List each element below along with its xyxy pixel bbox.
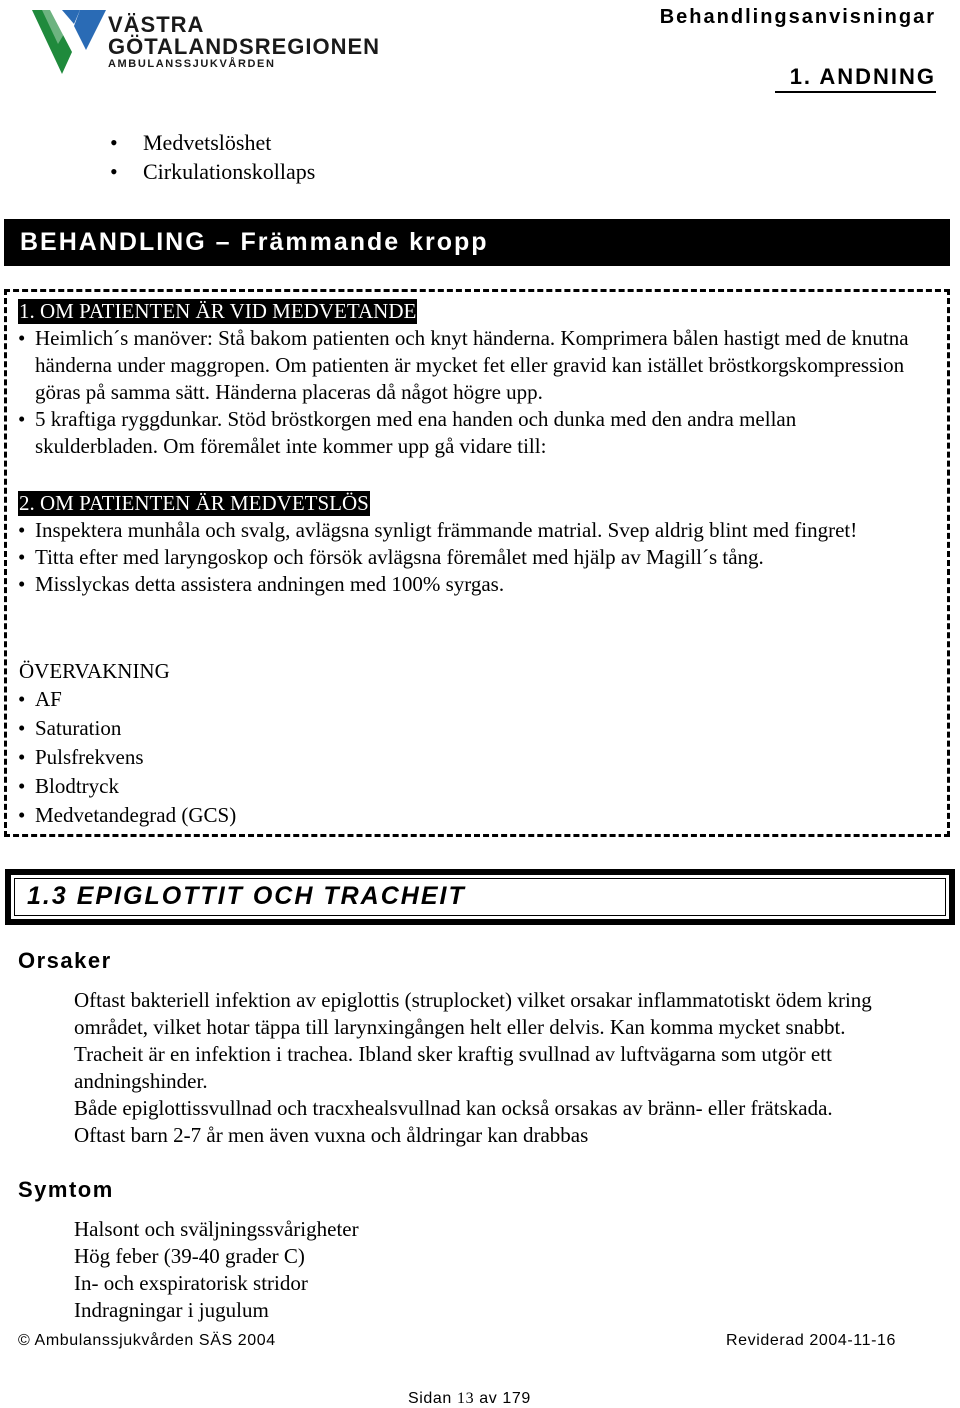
- top-bullet-list: [110, 128, 315, 186]
- list-item: • Misslyckas detta assistera andningen med 100% syrgas.: [18, 571, 923, 598]
- treatment-banner: [4, 219, 950, 266]
- section-list: [18, 325, 923, 460]
- causes-text: [74, 987, 934, 1149]
- page-total: 179: [502, 1390, 531, 1407]
- list-item: • Saturation: [18, 714, 923, 743]
- list-item: • Medvetandegrad (GCS): [18, 801, 923, 830]
- page-current: 13: [456, 1390, 475, 1407]
- list-item: • AF: [18, 685, 923, 714]
- header-rule: [775, 91, 936, 93]
- paragraph: Indragningar i jugulum: [74, 1298, 269, 1322]
- paragraph: Tracheit är en infektion i trachea. Ibland sker kraftig svullnad av luftvägarna som utgör ett andningshinder.: [74, 1042, 832, 1093]
- page-prefix: Sidan: [408, 1390, 452, 1407]
- symptoms-text: [74, 1216, 934, 1324]
- paragraph: In- och exspiratorisk stridor: [74, 1271, 308, 1295]
- page-separator: av: [479, 1390, 498, 1407]
- paragraph: Oftast bakteriell infektion av epiglottis (struplocket) vilket orsakar inflammatotiskt ödem kring området, vilket hotar täppa till larynxingången helt eller delvis. Kan komma mycket snabbt.: [74, 988, 872, 1039]
- chapter-title: 1. ANDNING: [789, 64, 936, 89]
- logo-text-line3: AMBULANSSJUKVÅRDEN: [108, 58, 276, 70]
- list-item: • Titta efter med laryngoskop och försök avlägsna föremålet med hjälp av Magill´s tång.: [18, 544, 923, 571]
- section-title-box: [5, 869, 955, 925]
- list-item: • Blodtryck: [18, 772, 923, 801]
- section-heading: 1. OM PATIENTEN ÄR VID MEDVETANDE: [19, 299, 417, 323]
- footer-copyright: © Ambulanssjukvården SÄS 2004: [18, 1332, 276, 1349]
- paragraph: Oftast barn 2-7 år men även vuxna och åldringar kan drabbas: [74, 1123, 589, 1147]
- footer-revised-date: Reviderad 2004-11-16: [726, 1332, 897, 1349]
- document-title: Behandlingsanvisningar: [659, 6, 936, 28]
- paragraph: Hög feber (39-40 grader C): [74, 1244, 305, 1268]
- banner-title: BEHANDLING – Främmande kropp: [20, 228, 489, 256]
- symptoms-heading: Symtom: [18, 1177, 114, 1202]
- list-item: • Medvetslöshet: [110, 128, 315, 157]
- list-item: • Cirkulationskollaps: [110, 157, 315, 186]
- section-monitoring: [18, 658, 923, 830]
- section-heading: ÖVERVAKNING: [19, 659, 170, 683]
- region-emblem-icon: [28, 4, 108, 76]
- paragraph: Både epiglottissvullnad och tracxhealsvullnad kan också orsakas av bränn- eller frätskada.: [74, 1096, 833, 1120]
- causes-heading: Orsaker: [18, 948, 112, 973]
- list-item: • Inspektera munhåla och svalg, avlägsna synligt främmande matrial. Svep aldrig blint med fingret!: [18, 517, 923, 544]
- paragraph: Halsont och sväljningssvårigheter: [74, 1217, 359, 1241]
- list-item: • Pulsfrekvens: [18, 743, 923, 772]
- section-conscious: [18, 298, 923, 460]
- page-number: [408, 1390, 531, 1408]
- list-item: • 5 kraftiga ryggdunkar. Stöd bröstkorgen med ena handen och dunka med den andra mellan skulderbladen. Om föremålet inte kommer upp gå vidare till:: [18, 406, 923, 460]
- section-unconscious: [18, 490, 923, 598]
- section-heading: 2. OM PATIENTEN ÄR MEDVETSLÖS: [19, 491, 369, 515]
- logo-text-line1: VÄSTRA: [108, 12, 205, 37]
- logo-text-line2: GÖTALANDSREGIONEN: [108, 34, 381, 59]
- section-list: [18, 517, 923, 598]
- section-list: [18, 685, 923, 830]
- section-title: 1.3 EPIGLOTTIT OCH TRACHEIT: [27, 882, 466, 910]
- region-logo: [28, 4, 381, 76]
- list-item: • Heimlich´s manöver: Stå bakom patienten och knyt händerna. Komprimera bålen hastigt med de knutna händerna under maggropen. Om patienten är mycket fet eller gravid kan istället bröstkorgskompression göras på samma sätt. Händerna placeras då något högre upp.: [18, 325, 923, 406]
